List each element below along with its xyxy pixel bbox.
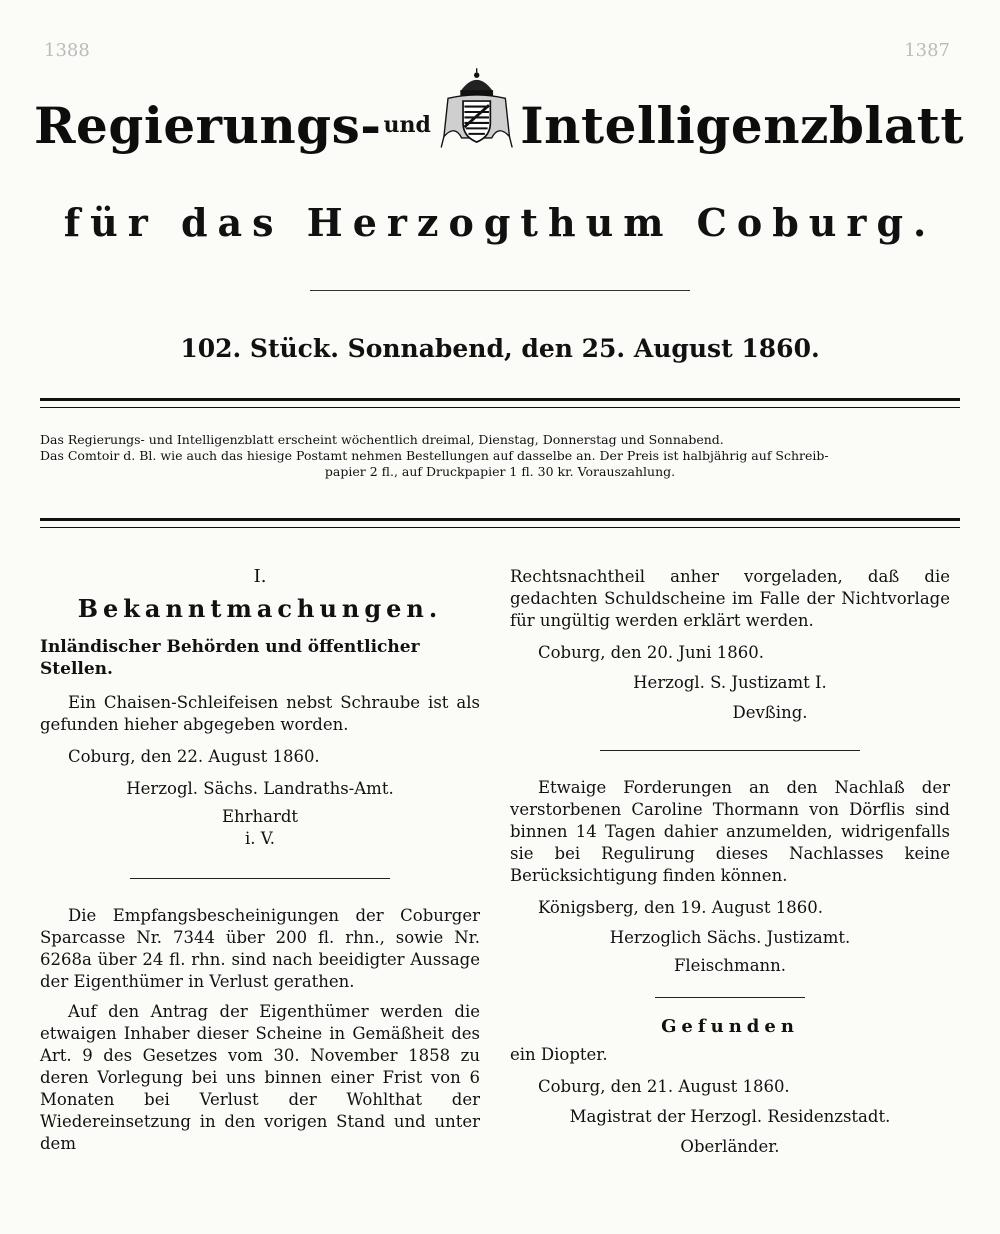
page-number-left: 1388: [44, 40, 90, 61]
notice-found-office: Herzogl. Sächs. Landraths-Amt.: [126, 779, 394, 798]
notice-estate-signature: Fleischmann.: [673, 956, 787, 975]
section-number: I.: [253, 566, 267, 587]
notice-savings-para-1: Die Empfangsbescheinigungen der Coburger Sparcasse Nr. 7344 über 200 fl. rhn., sowie Nr. 6268a über 24 fl. rhn. sind nach beeidigter Aussage der Eigenthümer in Verlust gerathen.: [40, 906, 480, 991]
notice-line-2: Das Comtoir d. Bl. wie auch das hiesige Postamt nehmen Bestellungen auf dasselbe an. Der Preis ist halbjährig auf Schreib-: [40, 448, 829, 463]
notice-continued-office: Herzogl. S. Justizamt I.: [633, 673, 827, 692]
notice-continued-signature: Devßing.: [732, 703, 808, 722]
separator-2: [600, 750, 860, 751]
found-office: Magistrat der Herzogl. Residenzstadt.: [569, 1107, 891, 1126]
notice-line-3: papier 2 fl., auf Druckpapier 1 fl. 30 kr. Vorauszahlung.: [324, 464, 676, 479]
masthead-title-left: Regierungs-: [34, 95, 382, 155]
publication-notice: [40, 432, 960, 480]
notice-line-1: Das Regierungs- und Intelligenzblatt erscheint wöchentlich dreimal, Dienstag, Donnerstag und Sonnabend.: [40, 432, 724, 447]
notice-found-item: Ein Chaisen-Schleifeisen nebst Schraube ist als gefunden hieher abgegeben worden.: [40, 693, 480, 734]
section-title: Bekanntmachungen.: [77, 594, 443, 623]
notice-continued-text: Rechtsnachtheil anher vorgeladen, daß die gedachten Schuldscheine im Falle der Nichtvorlage für ungültig werden erklärt werden.: [510, 567, 950, 630]
notice-estate-office: Herzoglich Sächs. Justizamt.: [609, 928, 851, 947]
notice-estate-text: Etwaige Forderungen an den Nachlaß der verstorbenen Caroline Thormann von Dörflis sind binnen 14 Tagen dahier anzumelden, widrigenfalls sie bei Regulirung dieses Nachlasses keine Berücksichtigung finden können.: [510, 778, 950, 885]
found-signature: Oberländer.: [680, 1137, 780, 1156]
notice-continued-date: Coburg, den 20. Juni 1860.: [538, 643, 764, 662]
right-column: [510, 566, 950, 1158]
masthead-title-und: und: [383, 112, 431, 138]
masthead-divider: [310, 290, 690, 291]
found-heading: Gefunden: [661, 1016, 799, 1037]
issue-line: 102. Stück. Sonnabend, den 25. August 1860.: [180, 334, 820, 363]
notice-found-date: Coburg, den 22. August 1860.: [68, 747, 320, 766]
rule-top: [40, 398, 960, 408]
masthead-subtitle: für das Herzogthum Coburg.: [63, 200, 937, 245]
masthead: [34, 70, 964, 180]
ducal-crest-icon: [433, 52, 520, 172]
notice-savings-para-2: Auf den Antrag der Eigenthümer werden die etwaigen Inhaber dieser Scheine in Gemäßheit des Art. 9 des Gesetzes vom 30. November 1858 zu deren Vorlegung bei uns binnen einer Frist von 6 Monaten bei Verlust der Wohlthat der Wiedereinsetzung in den vorigen Stand und unter dem: [40, 1002, 480, 1153]
page-number-right: 1387: [904, 40, 950, 61]
masthead-title-right: Intelligenzblatt: [520, 95, 964, 155]
rule-bottom: [40, 518, 960, 528]
separator-1: [130, 878, 390, 879]
notice-found-signature-2: i. V.: [244, 829, 276, 848]
found-date: Coburg, den 21. August 1860.: [538, 1077, 790, 1096]
left-column: [40, 566, 480, 1155]
notice-estate-date: Königsberg, den 19. August 1860.: [538, 898, 824, 917]
notice-found-signature: Ehrhardt: [221, 807, 299, 826]
found-item: ein Diopter.: [510, 1045, 608, 1064]
separator-3: [655, 997, 805, 998]
subsection-title: Inländischer Behörden und öffentlicher Stellen.: [40, 637, 420, 679]
